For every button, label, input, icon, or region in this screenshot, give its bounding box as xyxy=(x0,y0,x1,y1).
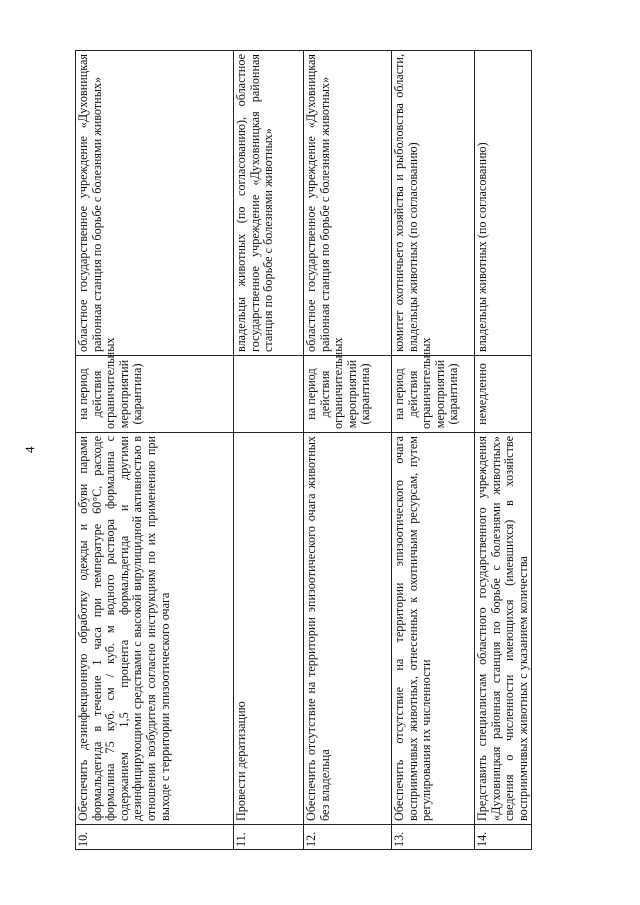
row-number: 11. xyxy=(234,825,304,850)
table-row xyxy=(475,51,532,850)
row-action: Представить специалистам областного государственного учреждения «Духовницкая районная станция по борьбе с болезнями животных» сведения о численности имеющихся (имевшихся) в хозяйстве восприимчивых животных с указанием количества xyxy=(475,433,532,825)
row-responsible: областное государственное учреждение «Духовницкая районная станция по борьбе с болезнями животных» xyxy=(304,51,392,356)
row-number: 10. xyxy=(76,825,234,850)
row-term: на период действия ограничительных мероприятий (карантина) xyxy=(304,356,392,433)
row-term: на период действия ограничительных мероприятий (карантина) xyxy=(392,356,475,433)
row-action: Обеспечить отсутствие на территории эпизоотического очага животных без владельца xyxy=(304,433,392,825)
rotated-page-content xyxy=(75,50,530,850)
row-number: 14. xyxy=(475,825,532,850)
page-number: 4 xyxy=(22,446,37,453)
row-action: Обеспечить дезинфекционную обработку одежды и обуви парами формальдегида в течение 1 часа при температуре 60°С, расходе формалина 75 куб. см / куб. м водного раствора формалина с содержанием 1,5 процента формальдегида и другими дезинфицирующими средствами с высокой вирулицидной активностью в отношении возбудителя согласно инструкциям по их применению при выходе с территории эпизоотического очага xyxy=(76,433,234,825)
row-number: 13. xyxy=(392,825,475,850)
measures-table xyxy=(75,50,532,850)
row-action: Обеспечить отсутствие на территории эпизоотического очага восприимчивых животных, отнесенных к охотничьим ресурсам, путем регулирования их численности xyxy=(392,433,475,825)
table-row xyxy=(234,51,304,850)
row-action: Провести дератизацию xyxy=(234,433,304,825)
row-term: на период действия ограничительных мероприятий (карантина) xyxy=(76,356,234,433)
row-term xyxy=(234,356,304,433)
row-responsible: комитет охотничьего хозяйства и рыболовства области, владельцы животных (по согласованию) xyxy=(392,51,475,356)
table-row xyxy=(76,51,234,850)
row-term: немедленно xyxy=(475,356,532,433)
table-row xyxy=(304,51,392,850)
table-row xyxy=(392,51,475,850)
row-responsible: владельцы животных (по согласованию), областное государственное учреждение «Духовницкая районная станция по борьбе с болезнями животных» xyxy=(234,51,304,356)
row-responsible: владельцы животных (по согласованию) xyxy=(475,51,532,356)
row-number: 12. xyxy=(304,825,392,850)
row-responsible: областное государственное учреждение «Духовницкая районная станция по борьбе с болезнями животных» xyxy=(76,51,234,356)
